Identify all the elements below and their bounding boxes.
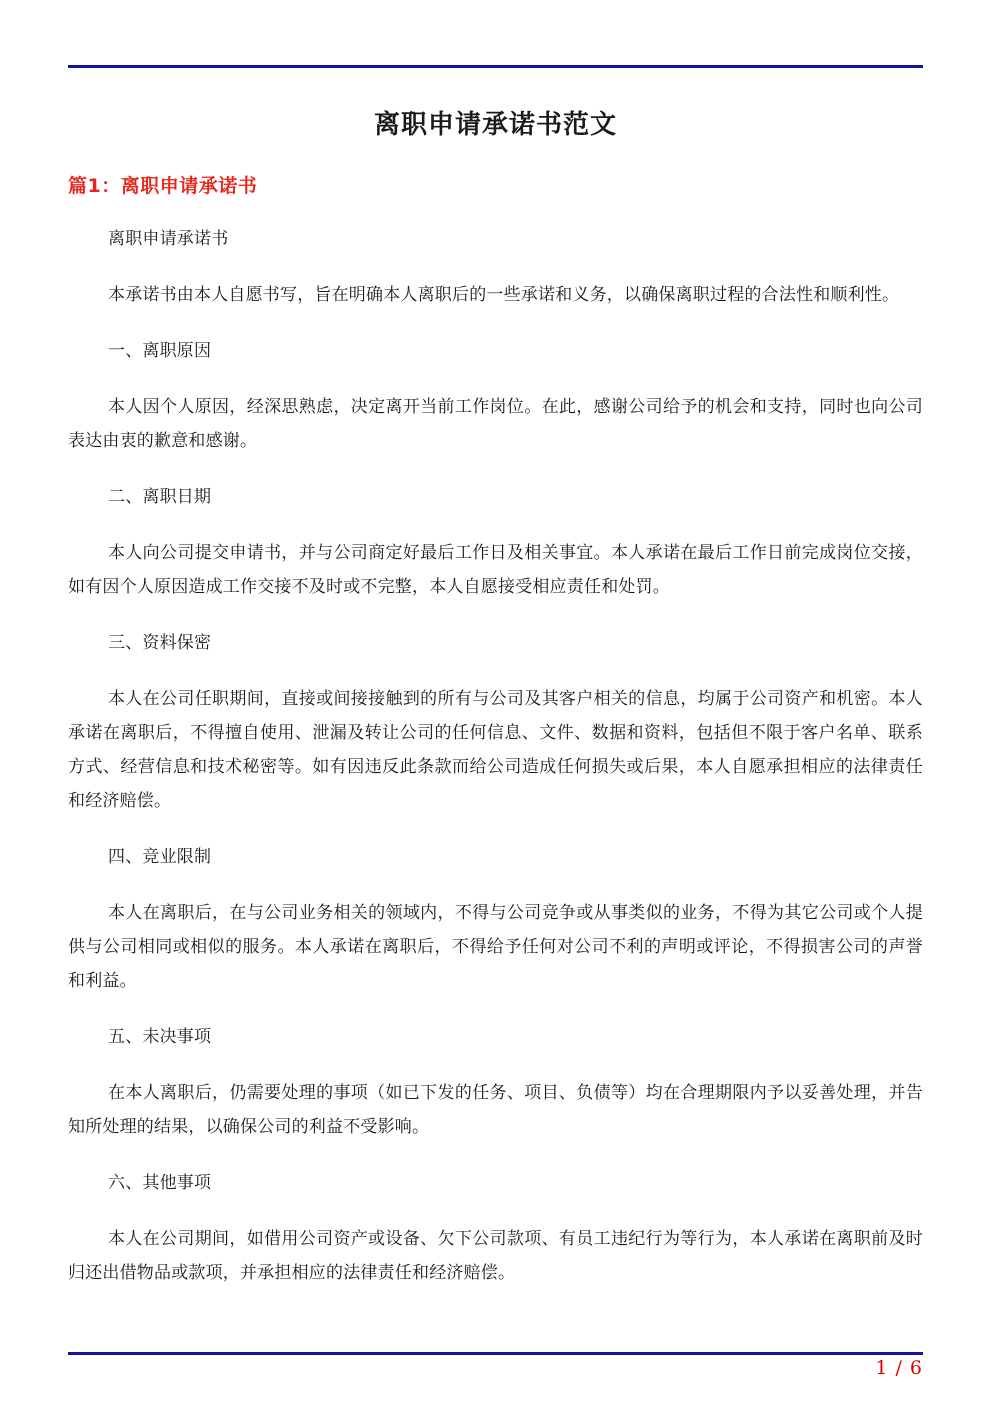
- intro-paragraph: 本承诺书由本人自愿书写，旨在明确本人离职后的一些承诺和义务，以确保离职过程的合法性和顺利性。: [108, 284, 900, 305]
- footer-rule: [68, 1352, 923, 1355]
- document-subtitle: 离职申请承诺书: [108, 228, 229, 249]
- header-rule: [68, 65, 923, 68]
- section-heading-5: 五、未决事项: [108, 1026, 212, 1047]
- section-heading-4: 四、竞业限制: [108, 846, 212, 867]
- section-heading-6: 六、其他事项: [108, 1172, 212, 1193]
- section-heading-1: 一、离职原因: [108, 340, 212, 361]
- page-title: 离职申请承诺书范文: [373, 110, 617, 140]
- section-body-2: 本人向公司提交申请书，并与公司商定好最后工作日及相关事宜。本人承诺在最后工作日前完成岗位交接，如有因个人原因造成工作交接不及时或不完整，本人自愿接受相应责任和处罚。: [68, 542, 923, 597]
- section-body-3: 本人在公司任职期间，直接或间接接触到的所有与公司及其客户相关的信息，均属于公司资产和机密。本人承诺在离职后，不得擅自使用、泄漏及转让公司的任何信息、文件、数据和资料，包括但不限于客户名单、联系方式、经营信息和技术秘密等。如有因违反此条款而给公司造成任何损失或后果，本人自愿承担相应的法律责任和经济赔偿。: [68, 688, 923, 811]
- section-body-1: 本人因个人原因，经深思熟虑，决定离开当前工作岗位。在此，感谢公司给予的机会和支持，同时也向公司表达由衷的歉意和感谢。: [68, 396, 923, 451]
- section-heading-2: 二、离职日期: [108, 486, 212, 507]
- part-heading: 篇1：离职申请承诺书: [68, 175, 258, 198]
- section-heading-3: 三、资料保密: [108, 632, 212, 653]
- section-body-5: 在本人离职后，仍需要处理的事项（如已下发的任务、项目、负债等）均在合理期限内予以妥善处理，并告知所处理的结果，以确保公司的利益不受影响。: [68, 1082, 923, 1137]
- section-body-6: 本人在公司期间，如借用公司资产或设备、欠下公司款项、有员工违纪行为等行为，本人承诺在离职前及时归还出借物品或款项，并承担相应的法律责任和经济赔偿。: [68, 1228, 923, 1283]
- section-body-4: 本人在离职后，在与公司业务相关的领域内，不得与公司竞争或从事类似的业务，不得为其它公司或个人提供与公司相同或相似的服务。本人承诺在离职后，不得给予任何对公司不利的声明或评论，不得损害公司的声誉和利益。: [68, 902, 923, 991]
- document-content: [68, 108, 923, 1312]
- page-number-indicator: 1 / 6: [875, 1357, 923, 1379]
